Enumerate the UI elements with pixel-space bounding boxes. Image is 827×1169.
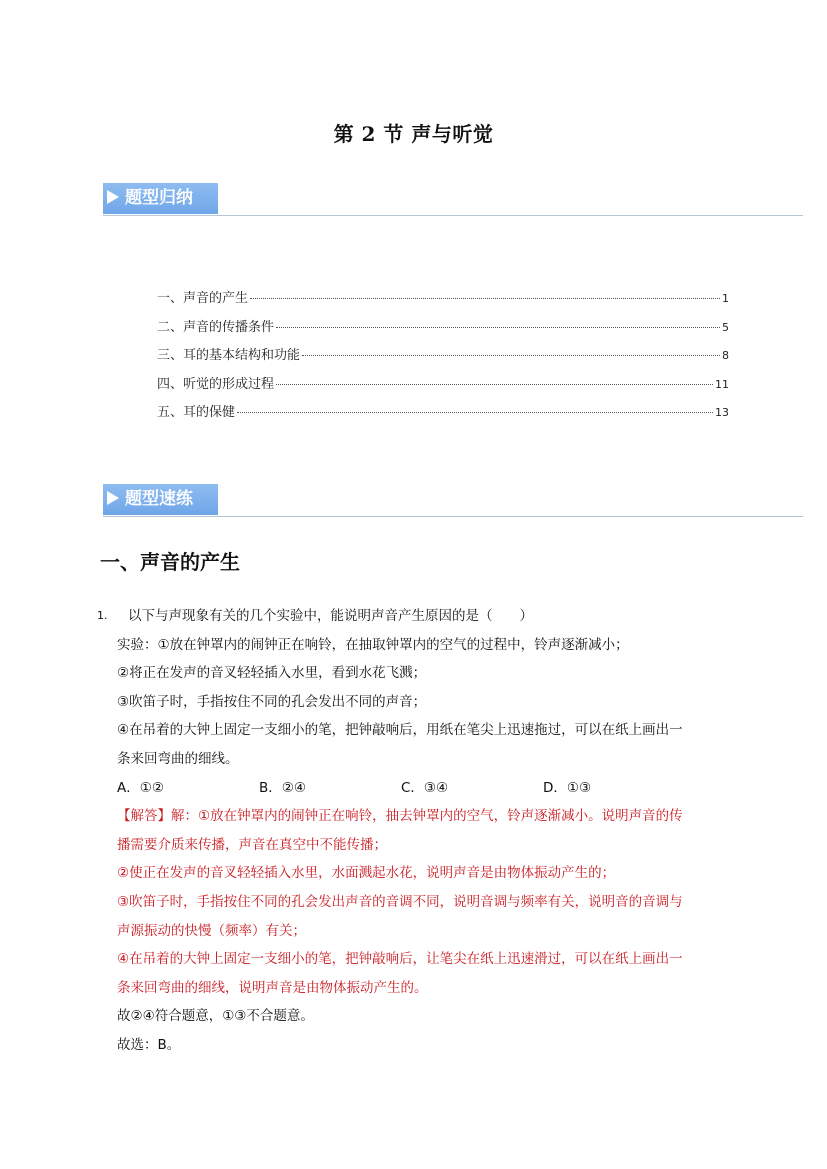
toc-entry-label: 五、耳的保健 — [157, 405, 236, 420]
option-d[interactable]: D．①③ — [543, 779, 592, 796]
experiment-line: ④在吊着的大钟上固定一支细小的笔，把钟敲响后，用纸在笔尖上迅速拖过，可以在纸上画出一 — [117, 722, 683, 739]
answer-line — [117, 802, 737, 831]
experiment-line: ②将正在发声的音叉轻轻插入水里，看到水花飞溅； — [117, 665, 427, 682]
arrow-right-icon — [107, 190, 119, 204]
toc-entry[interactable] — [157, 287, 729, 316]
arrow-right-icon — [107, 491, 119, 505]
summary-banner — [103, 183, 803, 216]
toc-entry-page: 5 — [722, 320, 729, 334]
answer-options — [117, 774, 737, 803]
answer-choice: 故选：B。 — [117, 1036, 181, 1053]
answer-line: ②使正在发声的音叉轻轻插入水里，水面溅起水花，说明声音是由物体振动产生的； — [117, 865, 616, 882]
experiment-line: 实验：①放在钟罩内的闹钟正在响铃，在抽取钟罩内的空气的过程中，铃声逐渐减小； — [117, 636, 629, 653]
question-stem: 以下与声现象有关的几个实验中，能说明声音产生原因的是（ ） — [128, 608, 533, 624]
answer-line: 声源振动的快慢（频率）有关； — [117, 922, 306, 939]
toc-entry-label: 三、耳的基本结构和功能 — [157, 348, 301, 363]
practice-banner-text: 题型速练 — [125, 489, 193, 509]
answer-text: 解：①放在钟罩内的闹钟正在响铃，抽去钟罩内的空气，铃声逐渐减小。说明声音的传 — [171, 808, 683, 825]
answer-line: 播需要介质来传播，声音在真空中不能传播； — [117, 836, 387, 853]
practice-banner — [103, 484, 803, 517]
toc-entry-label: 一、声音的产生 — [157, 291, 249, 306]
experiment-line: 条来回弯曲的细线。 — [117, 750, 239, 767]
section-heading: 一、声音的产生 — [100, 550, 240, 574]
toc-entry-label: 二、声音的传播条件 — [157, 319, 275, 335]
table-of-contents — [157, 287, 729, 430]
option-b[interactable]: B．②④ — [259, 779, 306, 796]
toc-entry[interactable] — [157, 316, 729, 345]
page-title: 第 2 节 声与听觉 — [333, 122, 494, 146]
answer-tag: 【解答】 — [117, 808, 171, 825]
toc-entry-page: 13 — [715, 406, 729, 419]
answer-line: ③吹笛子时，手指按住不同的孔会发出声音的音调不同，说明音调与频率有关，说明音的音调与 — [117, 893, 683, 910]
practice-banner-label — [103, 484, 218, 515]
summary-banner-label — [103, 183, 218, 214]
answer-line: ④在吊着的大钟上固定一支细小的笔，把钟敲响后，让笔尖在纸上迅速滑过，可以在纸上画出一 — [117, 951, 683, 968]
toc-leader — [276, 384, 713, 385]
toc-leader — [302, 355, 720, 356]
toc-entry-page: 1 — [722, 292, 729, 305]
question-number: 1. — [97, 609, 108, 622]
option-c[interactable]: C．③④ — [401, 779, 449, 796]
question-block — [97, 602, 737, 1060]
toc-entry-page: 11 — [715, 377, 729, 391]
toc-entry[interactable] — [157, 373, 729, 402]
option-a[interactable]: A．①② — [117, 779, 164, 796]
summary-banner-text: 题型归纳 — [125, 188, 193, 208]
toc-leader — [237, 412, 713, 413]
toc-entry[interactable] — [157, 344, 729, 373]
answer-line: 条来回弯曲的细线，说明声音是由物体振动产生的。 — [117, 979, 428, 996]
answer-conclusion: 故②④符合题意，①③不合题意。 — [117, 1008, 314, 1025]
toc-entry-label: 四、听觉的形成过程 — [157, 376, 275, 392]
toc-entry-page: 8 — [722, 349, 729, 362]
toc-leader — [250, 298, 720, 299]
experiment-line: ③吹笛子时，手指按住不同的孔会发出不同的声音； — [117, 693, 427, 710]
toc-leader — [276, 327, 720, 328]
toc-entry[interactable] — [157, 401, 729, 430]
